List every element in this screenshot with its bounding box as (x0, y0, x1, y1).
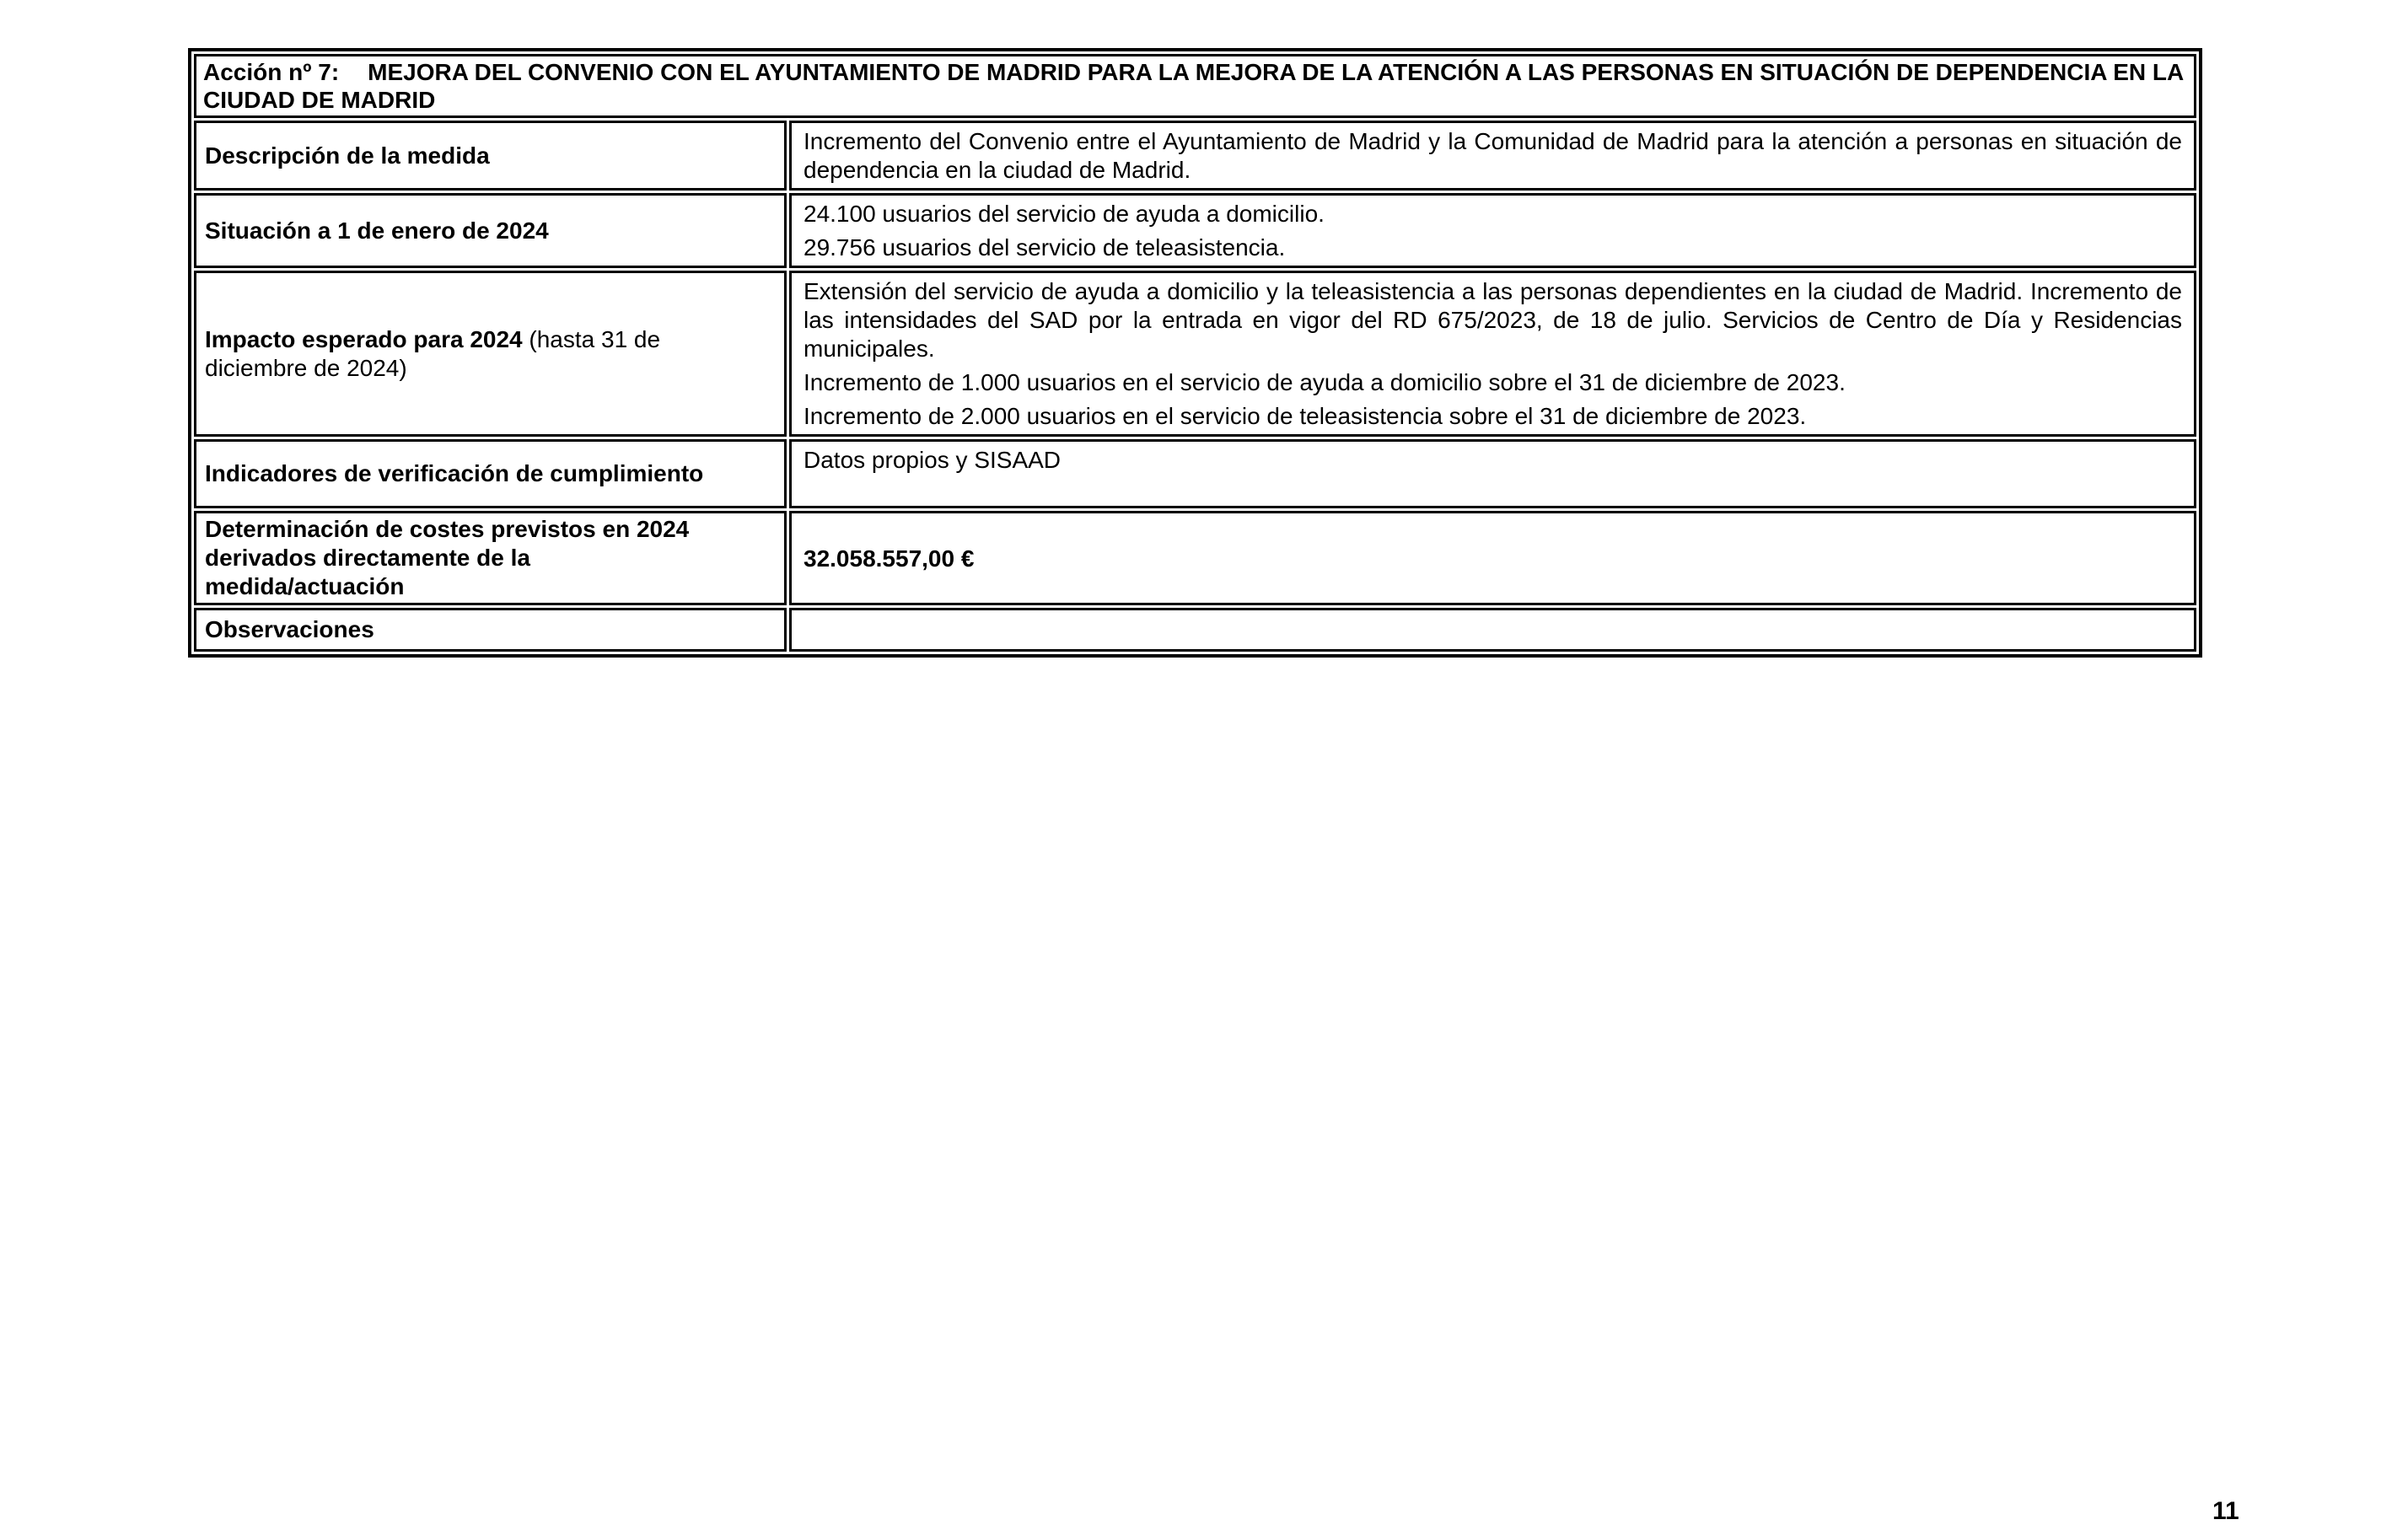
page-number-text: 11 (2212, 1497, 2239, 1525)
table-row (194, 439, 2196, 508)
value-paragraph: Incremento de 2.000 usuarios en el servicio de teleasistencia sobre el 31 de diciembre de 2023. (804, 403, 1807, 429)
table-row (194, 121, 2196, 191)
row-value-indicadores (789, 439, 2196, 508)
table-header-row (194, 54, 2196, 118)
action-header-cell (194, 54, 2196, 118)
action-number-label: Acción nº 7: (203, 59, 340, 85)
value-paragraph: 32.058.557,00 € (804, 545, 975, 572)
row-label-indicadores (194, 439, 787, 508)
row-value-observaciones (789, 608, 2196, 652)
value-paragraph: 24.100 usuarios del servicio de ayuda a domicilio. (804, 201, 1325, 227)
action-detail-table (188, 48, 2202, 658)
row-label-suffix: (hasta 31 de diciembre de 2024) (205, 325, 661, 381)
row-label-text: Observaciones (205, 616, 374, 642)
page-number-clipped (2212, 1497, 2263, 1525)
row-label-text: Impacto esperado para 2024 (205, 325, 523, 352)
row-value-costes (789, 511, 2196, 605)
value-paragraph: Incremento de 1.000 usuarios en el servicio de ayuda a domicilio sobre el 31 de diciembre de 2023. (804, 369, 1846, 395)
table-row (194, 608, 2196, 652)
row-label-text: Descripción de la medida (205, 142, 490, 169)
action-title: MEJORA DEL CONVENIO CON EL AYUNTAMIENTO DE MADRID PARA LA MEJORA DE LA ATENCIÓN A LAS PERSONAS EN SITUACIÓN DE DEPENDENCIA EN LA CIUDAD DE MADRID (203, 59, 2184, 113)
row-label-impacto (194, 271, 787, 437)
value-paragraph: Datos propios y SISAAD (804, 447, 1062, 473)
table-row (194, 511, 2196, 605)
row-value-situacion (789, 193, 2196, 268)
row-value-descripcion (789, 121, 2196, 191)
row-label-descripcion (194, 121, 787, 191)
row-value-impacto (789, 271, 2196, 437)
row-label-text: Indicadores de verificación de cumplimiento (205, 460, 704, 486)
value-paragraph: 29.756 usuarios del servicio de teleasistencia. (804, 234, 1286, 260)
table-row (194, 271, 2196, 437)
row-label-observaciones (194, 608, 787, 652)
row-label-text: Determinación de costes previstos en 2024 derivados directamente de la medida/actuación (205, 516, 690, 599)
row-label-costes (194, 511, 787, 605)
value-paragraph: Incremento del Convenio entre el Ayuntamiento de Madrid y la Comunidad de Madrid para la atención a personas en situación de dependencia en la ciudad de Madrid. (804, 128, 2182, 183)
row-label-situacion (194, 193, 787, 268)
table-row (194, 193, 2196, 268)
row-label-text: Situación a 1 de enero de 2024 (205, 217, 549, 244)
value-paragraph: Extensión del servicio de ayuda a domicilio y la teleasistencia a las personas dependientes en la ciudad de Madrid. Incremento de las intensidades del SAD por la entrada en vigor del RD 675/2023, de 18 de julio. Servicios de Centro de Día y Residencias municipales. (804, 278, 2182, 362)
